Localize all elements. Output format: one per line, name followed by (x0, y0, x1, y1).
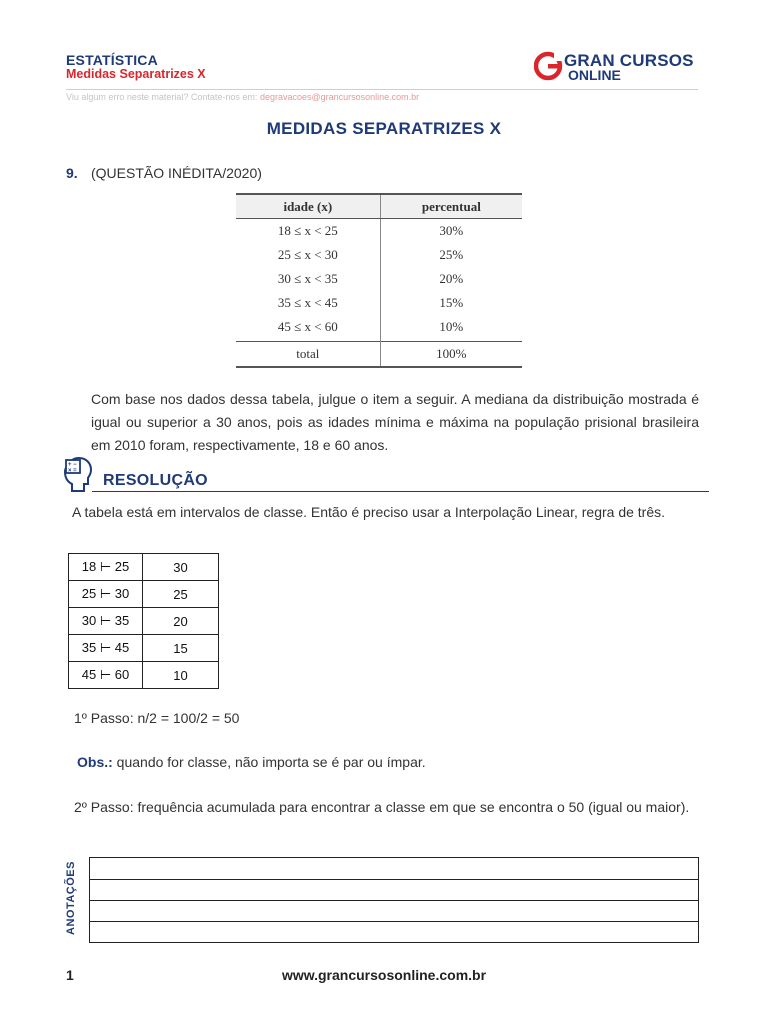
class-frequency-table (68, 553, 219, 689)
subject-title: ESTATÍSTICA (66, 52, 158, 68)
logo-g-icon (534, 49, 564, 83)
chapter-subtitle: Medidas Separatrizes X (66, 67, 206, 81)
svg-text:× =: × = (68, 468, 77, 474)
page-title: MEDIDAS SEPARATRIZES X (266, 119, 502, 138)
frequency-cell: 15 (143, 635, 219, 662)
table-row (69, 554, 219, 581)
total-value-cell: 100% (380, 342, 522, 368)
age-range-cell: 35 ≤ x < 45 (236, 291, 380, 315)
step2-text: 2º Passo: frequência acumulada para encontrar a classe em que se encontra o 50 (igual ou maior). (74, 799, 690, 815)
resolution-divider (92, 491, 709, 492)
notice-text: Viu algum erro neste material? Contate-nos em: (66, 92, 260, 102)
class-interval-cell: 35 ⊢ 45 (69, 635, 143, 662)
age-range-cell: 18 ≤ x < 25 (236, 219, 380, 244)
logo-text-line2: ONLINE (568, 67, 621, 83)
frequency-cell: 25 (143, 581, 219, 608)
notice-email-link[interactable]: degravacoes@grancursosonline.com.br (259, 92, 420, 102)
percent-cell: 30% (439, 223, 464, 238)
table-row (236, 315, 522, 342)
frequency-cell: 30 (143, 554, 219, 581)
header-divider (66, 89, 698, 90)
table-row (69, 662, 219, 689)
footer-website-link[interactable]: www.grancursosonline.com.br (281, 967, 487, 983)
error-report-notice (66, 92, 419, 102)
notes-box[interactable] (89, 857, 699, 943)
table-row (236, 219, 522, 244)
table-header-row (236, 194, 522, 219)
table-row (236, 291, 522, 315)
percent-cell: 15% (439, 295, 464, 310)
class-interval-cell: 25 ⊢ 30 (69, 581, 143, 608)
resolution-head-calculator-icon (62, 457, 92, 495)
age-range-cell: 25 ≤ x < 30 (236, 243, 380, 267)
notes-label-text: ANOTAÇÕES (65, 861, 77, 935)
question-number: 9. (66, 165, 78, 181)
table-row (236, 243, 522, 267)
notes-line (90, 900, 698, 901)
percent-cell: 10% (439, 319, 464, 334)
age-distribution-table (236, 193, 522, 368)
observation-note (77, 754, 426, 770)
class-interval-cell: 45 ⊢ 60 (69, 662, 143, 689)
class-interval-cell: 18 ⊢ 25 (69, 554, 143, 581)
class-interval-cell: 30 ⊢ 35 (69, 608, 143, 635)
frequency-cell: 20 (143, 608, 219, 635)
obs-text: quando for classe, não importa se é par ou ímpar. (112, 754, 426, 770)
table-total-row (236, 342, 522, 368)
resolution-intro: A tabela está em intervalos de classe. Então é preciso usar a Interpolação Linear, regra de três. (72, 504, 666, 520)
notes-line (90, 879, 698, 880)
gran-cursos-logo (534, 48, 714, 84)
column-header-age: idade (x) (236, 194, 380, 219)
question-source: (QUESTÃO INÉDITA/2020) (91, 165, 262, 181)
percent-cell: 20% (439, 271, 464, 286)
notes-line (90, 921, 698, 922)
column-header-percent: percentual (380, 194, 522, 219)
age-range-cell: 45 ≤ x < 60 (236, 315, 380, 342)
svg-text:+ −: + − (68, 462, 77, 468)
table-row (69, 581, 219, 608)
frequency-cell: 10 (143, 662, 219, 689)
total-label-cell: total (236, 342, 380, 368)
table-row (69, 608, 219, 635)
table-row (69, 635, 219, 662)
step1-text: 1º Passo: n/2 = 100/2 = 50 (74, 710, 240, 726)
age-range-cell: 30 ≤ x < 35 (236, 267, 380, 291)
percent-cell: 25% (439, 247, 464, 262)
obs-label: Obs.: (77, 754, 113, 770)
page-number: 1 (66, 967, 74, 983)
resolution-heading: RESOLUÇÃO (103, 472, 208, 489)
notes-label (56, 858, 86, 938)
logo-text-line1: GRAN CURSOS (564, 51, 694, 70)
table-row (236, 267, 522, 291)
question-statement: Com base nos dados dessa tabela, julgue o item a seguir. A mediana da distribuição mostrada é igual ou superior a 30 anos, pois as idades mínima e máxima na população prisional brasileira em 2010 foram, respectivamente, 18 e 60 anos. (91, 391, 699, 453)
